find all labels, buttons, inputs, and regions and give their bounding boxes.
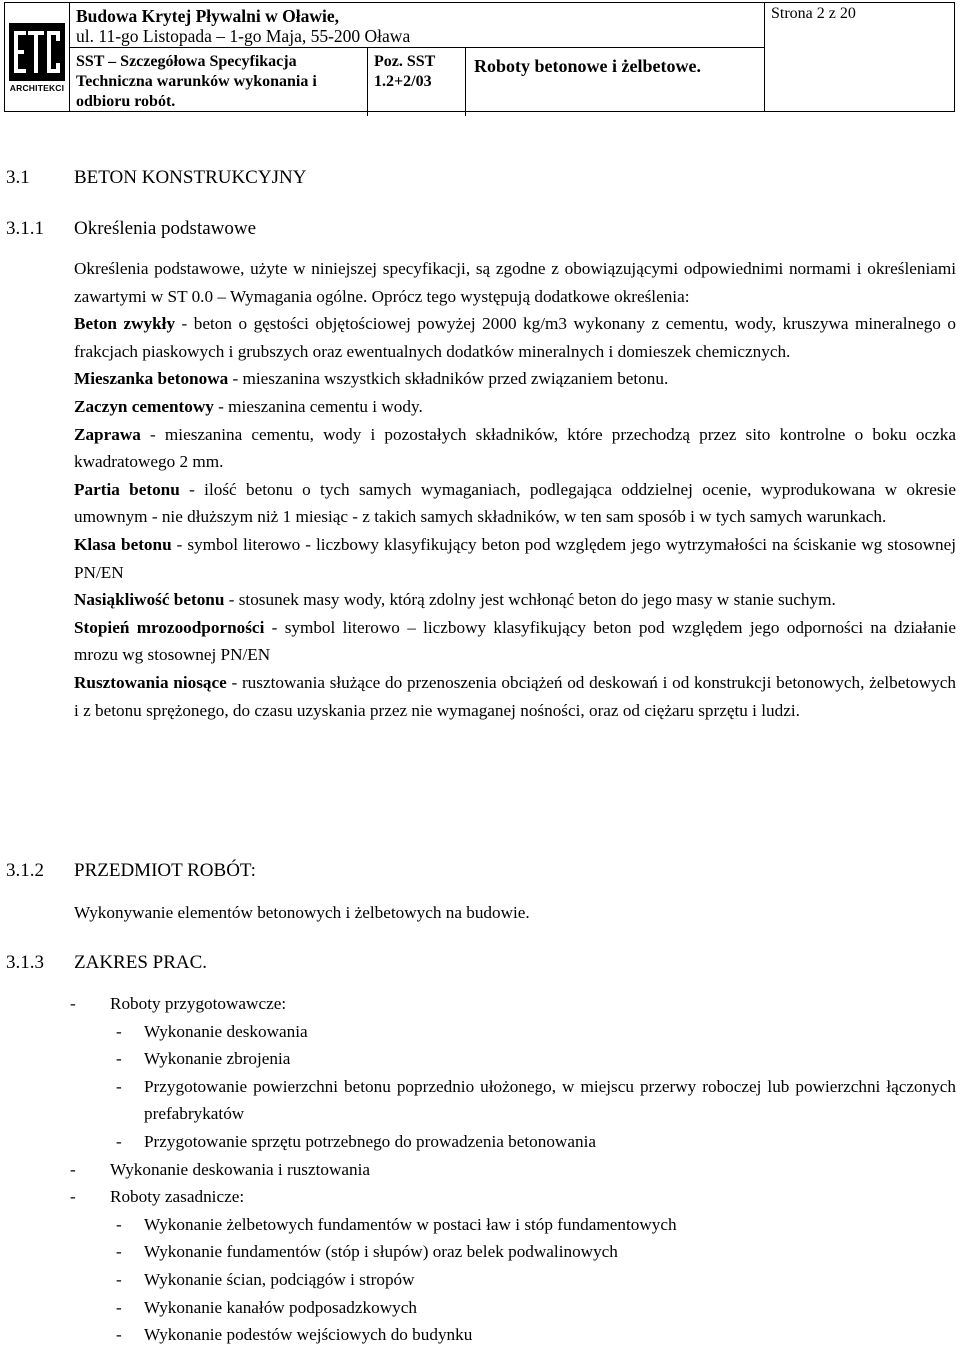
definition-item	[74, 669, 956, 724]
spec-name: SST – Szczegółowa Specyfikacja Techniczna warunków wykonania i odbioru robót.	[70, 48, 368, 116]
section-3-1-3-heading: 3.1.3 ZAKRES PRAC.	[6, 952, 208, 973]
definitions-block	[74, 255, 956, 724]
definition-term: Zaczyn cementowy	[74, 396, 214, 416]
definition-item	[74, 310, 956, 365]
definition-term: Rusztowania niosące	[74, 672, 227, 692]
list-item	[68, 1183, 956, 1211]
definition-term: Mieszanka betonowa	[74, 369, 229, 389]
sub-list-item-label: Wykonanie żelbetowych fundamentów w postaci ław i stóp fundamentowych	[144, 1214, 677, 1234]
definition-item	[74, 586, 956, 614]
sub-list-item	[68, 1266, 956, 1294]
sub-list-item-label: Wykonanie fundamentów (stóp i słupów) oraz belek podwalinowych	[144, 1242, 618, 1262]
definition-text: - rusztowania służące do przenoszenia obciążeń od deskowań i od konstrukcji betonowych, żelbetowych i z betonu sprężonego, do czasu uzyskania przez nie wymaganej nośności, oraz od ciężaru sprzętu i ludzi.	[74, 672, 956, 720]
list-dash: -	[116, 1131, 122, 1151]
list-dash: -	[116, 1325, 122, 1345]
definition-text: - beton o gęstości objętościowej powyżej 2000 kg/m3 wykonany z cementu, wody, kruszywa mineralnego o frakcjach piaskowych i grubszych oraz ewentualnych dodatków mineralnych i domieszek chemicznych.	[74, 314, 956, 361]
definition-text: - mieszanina wszystkich składników przed związaniem betonu.	[228, 369, 669, 389]
definition-text: - stosunek masy wody, którą zdolny jest wchłonąć beton do jego masy w stanie suchym.	[224, 590, 836, 610]
definition-item	[74, 476, 956, 531]
sub-list-item-label: Wykonanie kanałów podposadzkowych	[144, 1297, 417, 1317]
list-item	[68, 990, 956, 1018]
project-address: ul. 11-go Listopada – 1-go Maja, 55-200 Oława	[76, 26, 411, 46]
spec-position: Poz. SST 1.2+2/03	[368, 48, 466, 116]
section-title: Roboty betonowe i żelbetowe.	[474, 56, 701, 76]
definition-text: - ilość betonu o tych samych wymaganiach, podlegająca oddzielnej ocenie, wyprodukowana w okresie umownym - nie dłuższym niż 1 miesiąc - z takich samych składników, w ten sam sposób i w tych samych warunkach.	[74, 479, 957, 527]
list-dash: -	[116, 1214, 122, 1234]
list-dash: -	[70, 994, 76, 1013]
definition-text: - symbol literowo – liczbowy klasyfikujący beton pod względem jego odporności na działanie mrozu wg stosownej PN/EN	[74, 617, 956, 665]
project-title: Budowa Krytej Pływalni w Oławie,	[76, 6, 339, 26]
work-scope-list	[68, 990, 956, 1349]
definition-item	[74, 421, 956, 476]
definition-term: Zaprawa	[74, 424, 141, 444]
page-number: Strona 2 z 20	[764, 3, 954, 111]
sub-list-item-label: Wykonanie ścian, podciągów i stropów	[144, 1269, 415, 1289]
scope-paragraph: Wykonywanie elementów betonowych i żelbetowych na budowie.	[74, 903, 530, 922]
list-dash: -	[116, 1269, 122, 1289]
intro-paragraph: Określenia podstawowe, użyte w niniejszej specyfikacji, są zgodne z obowiązującymi odpowiednimi normami i określeniami zawartymi w ST 0.0 – Wymagania ogólne. Oprócz tego występują dodatkowe określenia:	[74, 259, 956, 306]
definition-term: Partia betonu	[74, 479, 180, 499]
list-dash: -	[70, 1159, 76, 1179]
list-dash: -	[116, 1297, 122, 1317]
sub-list-item	[68, 1211, 956, 1239]
list-item-label: Roboty przygotowawcze:	[110, 994, 287, 1013]
sub-list-item	[68, 1018, 956, 1046]
definition-item	[74, 365, 956, 393]
definition-term: Beton zwykły	[74, 314, 176, 334]
sub-list-item	[68, 1073, 956, 1128]
definition-item	[74, 614, 956, 669]
list-item	[68, 1156, 956, 1184]
sub-list-item-label: Przygotowanie powierzchni betonu poprzednio ułożonego, w miejscu przerwy roboczej lub powierzchni łączonych prefabrykatów	[144, 1076, 956, 1124]
sub-list-item	[68, 1045, 956, 1073]
section-3-1-2-heading: 3.1.2 PRZEDMIOT ROBÓT:	[6, 860, 256, 881]
list-dash: -	[70, 1187, 76, 1207]
sub-list-item	[68, 1238, 956, 1266]
sub-list-item	[68, 1294, 956, 1322]
definition-item	[74, 393, 956, 421]
sub-list-item-label: Wykonanie deskowania	[144, 1021, 308, 1041]
definition-text: - mieszanina cementu i wody.	[213, 396, 423, 416]
definition-term: Stopień mrozoodporności	[74, 617, 265, 637]
sub-list-item-label: Wykonanie podestów wejściowych do budynku	[144, 1325, 473, 1345]
list-dash: -	[116, 1242, 122, 1262]
definition-term: Nasiąkliwość betonu	[74, 590, 225, 610]
list-item-label: Wykonanie deskowania i rusztowania	[110, 1159, 371, 1179]
sub-list-item-label: Wykonanie zbrojenia	[144, 1049, 291, 1069]
list-item-label: Roboty zasadnicze:	[110, 1187, 245, 1207]
definition-text: - symbol literowo - liczbowy klasyfikujący beton pod względem jego wytrzymałości na ściskanie wg stosownej PN/EN	[74, 534, 956, 582]
logo-text: ARCHITEKCI	[9, 83, 65, 93]
section-3-1-1-heading: 3.1.1 Określenia podstawowe	[6, 218, 257, 239]
definition-text: - mieszanina cementu, wody i pozostałych składników, które przechodzą przez sito kontrolne o boku oczka kwadratowego 2 mm.	[74, 424, 956, 472]
company-logo	[5, 3, 70, 111]
document-header	[4, 2, 955, 112]
sub-list-item	[68, 1128, 956, 1156]
etc-logo-icon	[9, 23, 65, 81]
definition-term: Klasa betonu	[74, 534, 172, 554]
sub-list-item	[68, 1321, 956, 1349]
sub-list-item-label: Przygotowanie sprzętu potrzebnego do prowadzenia betonowania	[144, 1131, 596, 1151]
definition-item	[74, 531, 956, 586]
section-3-1-heading: 3.1 BETON KONSTRUKCYJNY	[6, 167, 307, 188]
list-dash: -	[116, 1021, 122, 1041]
list-dash: -	[116, 1076, 122, 1096]
list-dash: -	[116, 1049, 122, 1069]
